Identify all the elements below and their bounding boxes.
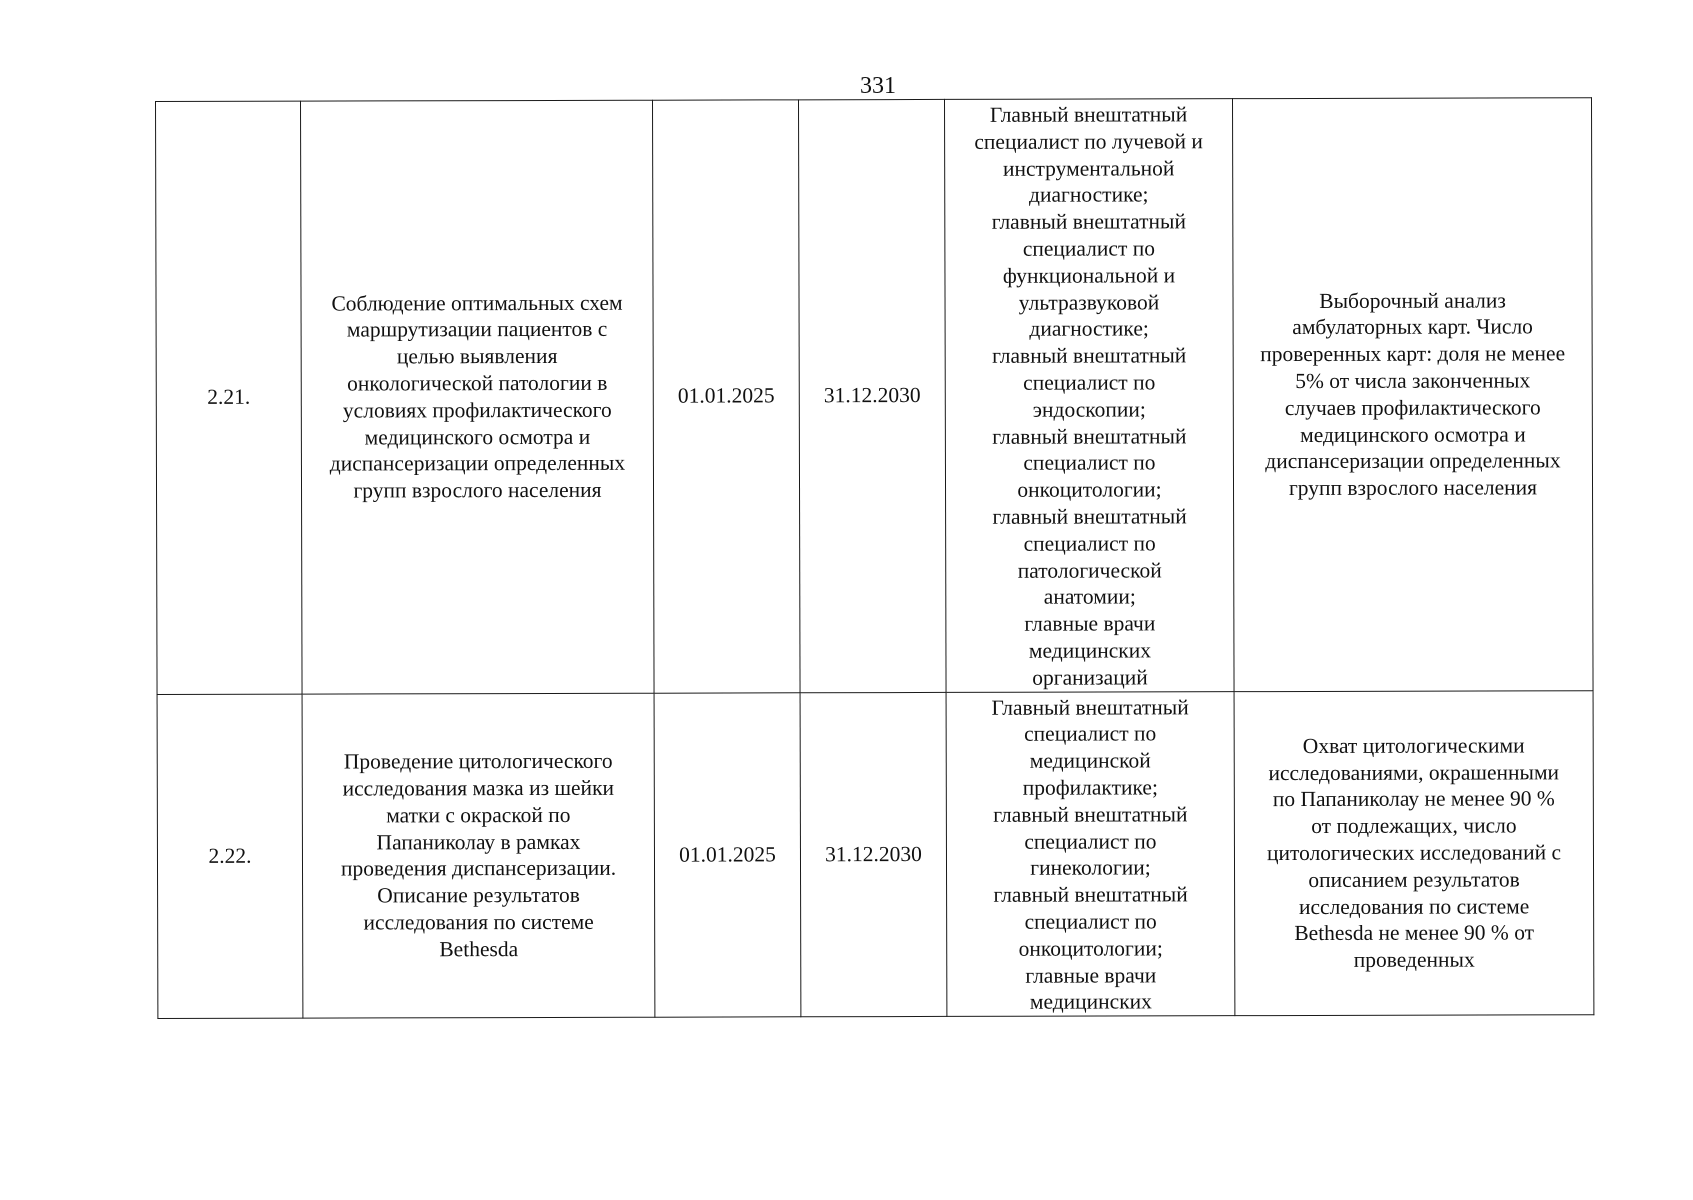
page-number: 331 [860,73,896,99]
text-line: Bethesda не менее 90 % от [1294,920,1535,946]
text-line: специалист по [1024,721,1157,747]
start-date: 01.01.2025 [652,100,800,693]
text-line: Выборочный анализ [1319,288,1506,313]
text-line: инструментальной [1002,155,1175,181]
end-date: 31.12.2030 [798,99,946,692]
text-line: главный внештатный [992,343,1187,368]
text-line: главный внештатный [993,882,1188,907]
text-line: специалист по лучевой и [974,129,1203,154]
text-line: групп взрослого населения [1288,475,1538,501]
text-line: диагностике; [1029,316,1149,342]
text-line: специалист по [1023,531,1156,556]
text-line: главный внештатный [991,209,1186,234]
text-line: диагностике; [1028,182,1149,208]
text-line: специалист по [1022,236,1155,261]
end-date: 31.12.2030 [800,692,947,1017]
text-line: онкологической патологии в [347,370,608,396]
text-line: случаев профилактического [1284,395,1541,420]
text-line: Папаниколау в рамках [376,829,581,854]
text-line: проведения диспансеризации. [340,856,617,881]
text-line: от подлежащих, число [1311,813,1517,839]
text-line: функциональной и [1002,263,1176,288]
text-line: медицинского осмотра и [364,424,591,450]
text-line: специалист по [1024,909,1157,934]
text-line: анатомии; [1043,584,1136,610]
text-line: условиях профилактического [342,397,612,423]
text-line: Bethesda [439,936,519,961]
text-line: Соблюдение оптимальных схем [331,290,623,316]
task-description [302,693,655,1018]
text-line: исследованиями, окрашенными [1268,759,1560,785]
task-description [301,100,655,693]
item-number: 2.22. [157,694,303,1019]
text-line: эндоскопии; [1032,397,1146,422]
text-line: медицинских [1029,989,1152,1015]
performance-indicator [1232,98,1593,691]
text-line: специалист по [1024,828,1157,854]
text-line: Описание результатов [377,882,580,908]
text-line: цитологических исследований с [1266,840,1562,865]
performance-indicator [1234,690,1594,1016]
text-line: патологической [1017,557,1162,583]
text-line: амбулаторных карт. Число [1292,314,1533,340]
text-line: организаций [1032,665,1148,690]
text-line: онкоцитологии; [1017,477,1162,502]
text-line: главный внештатный [993,802,1188,827]
text-line: маршрутизации пациентов с [346,317,608,342]
text-line: Главный внештатный [991,694,1189,720]
text-line: исследования по системе [363,909,594,935]
text-line: диспансеризации определенных [1265,448,1561,474]
text-line: главные врачи [1025,962,1157,988]
text-line: по Папаниколау не менее 90 % [1272,786,1555,812]
text-line: медицинских [1028,638,1152,663]
item-number: 2.21. [156,101,303,694]
text-line: медицинского осмотра и [1300,421,1526,447]
table-row [157,690,1594,1018]
text-line: главный внештатный [992,423,1187,449]
text-line: исследования мазка из шейки [342,775,615,801]
text-line: специалист по [1023,370,1156,395]
responsible-persons [944,99,1234,692]
start-date: 01.01.2025 [654,692,801,1017]
text-line: специалист по [1023,450,1156,476]
text-line: Охват цитологическими [1302,733,1525,758]
text-line: описанием результатов [1308,867,1520,892]
text-line: Главный внештатный [989,102,1188,127]
responsible-persons [946,691,1235,1016]
text-line: главные врачи [1024,611,1156,636]
text-line: групп взрослого населения [353,477,602,503]
table-row [156,98,1594,694]
text-line: матки с окраской по [386,802,571,828]
text-line: медицинской [1029,748,1151,773]
text-line: онкоцитологии; [1018,936,1163,961]
text-line: 5% от числа законченных [1295,368,1531,393]
text-line: Проведение цитологического [343,748,613,774]
text-line: главный внештатный [992,504,1187,529]
text-line: исследования по системе [1298,893,1530,919]
text-line: гинекологии; [1030,855,1151,881]
plan-table [155,97,1594,1019]
text-line: профилактике; [1022,775,1158,800]
text-line: ультразвуковой [1018,289,1160,315]
text-line: диспансеризации определенных [329,451,626,476]
text-line: проведенных [1353,947,1475,972]
text-line: целью выявления [396,344,558,369]
text-line: проверенных карт: доля не менее [1260,341,1566,367]
